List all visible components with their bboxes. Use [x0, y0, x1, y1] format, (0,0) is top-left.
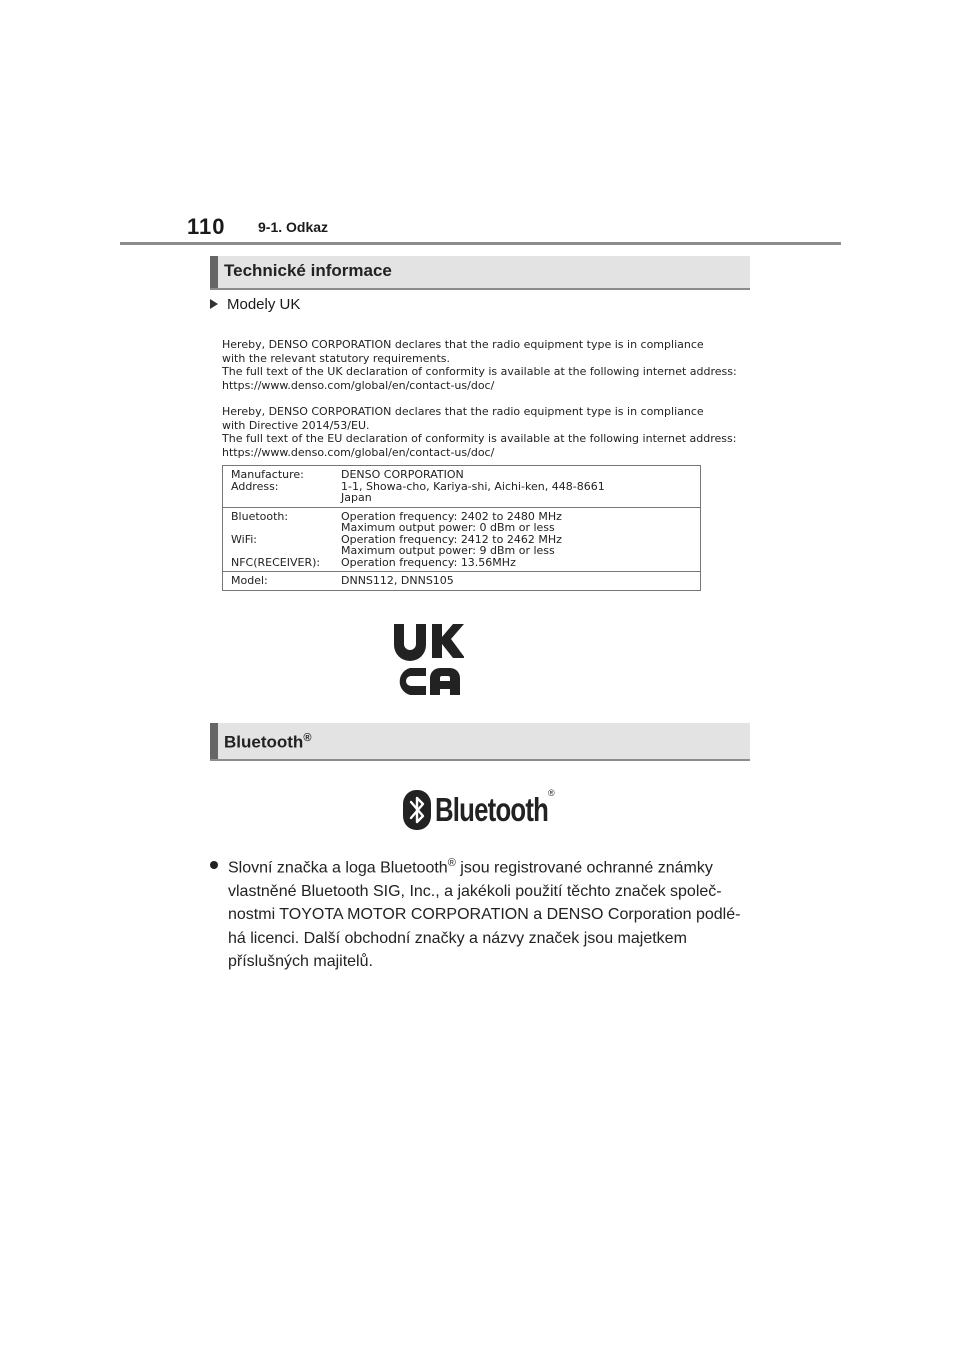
bullet-dot-icon	[210, 861, 218, 869]
section-title-text: Bluetooth	[224, 732, 304, 752]
nfc-label: NFC(RECEIVER):	[231, 555, 321, 569]
subsection-label	[210, 296, 300, 313]
declaration-url: https://www.denso.com/global/en/contact-us/doc/	[222, 378, 495, 392]
declaration-line: with Directive 2014/53/EU.	[222, 418, 370, 432]
subsection-text: Modely UK	[227, 296, 301, 313]
table-cell	[223, 572, 701, 591]
declaration-line: Hereby, DENSO CORPORATION declares that the radio equipment type is in compliance	[222, 405, 704, 418]
header-divider	[120, 242, 841, 245]
eu-declaration	[222, 405, 762, 459]
bluetooth-label: Bluetooth:	[231, 509, 289, 523]
registered-mark: ®	[303, 732, 312, 744]
address-value: 1-1, Showa-cho, Kariya-shi, Aichi-ken, 448-8661	[341, 479, 605, 493]
manufacturer-label: Manufacture:	[231, 468, 304, 481]
section-title	[224, 732, 311, 753]
bluetooth-power: Maximum output power: 0 dBm or less	[341, 521, 555, 534]
bluetooth-frequency: Operation frequency: 2402 to 2480 MHz	[341, 509, 562, 523]
declaration-line: The full text of the EU declaration of conformity is available at the following internet address:	[222, 432, 737, 445]
bluetooth-logo	[403, 788, 555, 835]
bluetooth-trademark-note	[210, 852, 755, 974]
model-label: Model:	[231, 574, 268, 587]
address-country: Japan	[341, 491, 372, 504]
page-number: 110	[187, 214, 226, 239]
model-value: DNNS112, DNNS105	[341, 574, 454, 587]
nfc-frequency: Operation frequency: 13.56MHz	[341, 555, 516, 569]
section-heading-bluetooth	[210, 723, 750, 761]
table-cell	[223, 466, 701, 508]
declaration-line: The full text of the UK declaration of conformity is available at the following internet address:	[222, 365, 737, 378]
paragraph-line: příslušných majitelů.	[228, 953, 373, 971]
manufacturer-value: DENSO CORPORATION	[341, 468, 464, 481]
address-label: Address:	[231, 479, 279, 493]
wifi-power: Maximum output power: 9 dBm or less	[341, 544, 555, 557]
declaration-url: https://www.denso.com/global/en/contact-us/doc/	[222, 445, 495, 459]
paragraph-line: há licenci. Další obchodní značky a názvy značek jsou majetkem	[228, 929, 687, 947]
paragraph-line: nostmi TOYOTA MOTOR CORPORATION a DENSO Corporation podlé-	[228, 906, 741, 924]
paragraph-text: Slovní značka a loga Bluetooth	[228, 859, 448, 877]
section-reference: 9-1. Odkaz	[258, 219, 329, 235]
registered-mark: ®	[447, 857, 456, 869]
declaration-line: Hereby, DENSO CORPORATION declares that the radio equipment type is in compliance	[222, 338, 704, 351]
table-row	[223, 466, 701, 508]
triangle-bullet-icon	[210, 299, 218, 309]
ukca-logo-graphic	[392, 622, 464, 696]
section-title: Technické informace	[224, 261, 392, 280]
paragraph-text: jsou registrované ochranné známky	[455, 859, 713, 877]
heading-accent-bar	[210, 723, 218, 759]
paragraph-line: vlastněné Bluetooth SIG, Inc., a jakékoli použití těchto značek společ-	[228, 882, 722, 900]
paragraph-line	[210, 852, 755, 880]
table-row	[223, 507, 701, 572]
bluetooth-wordmark: Bluetooth	[435, 791, 549, 828]
heading-accent-bar	[210, 256, 218, 288]
bluetooth-rune-icon	[403, 790, 431, 830]
spec-table	[222, 465, 701, 591]
table-row	[223, 572, 701, 591]
ukca-mark-icon	[392, 622, 464, 701]
declaration-line: with the relevant statutory requirements.	[222, 351, 451, 365]
wifi-frequency: Operation frequency: 2412 to 2462 MHz	[341, 532, 562, 546]
section-heading-technical	[210, 256, 750, 290]
registered-mark: ®	[548, 788, 555, 798]
uk-declaration	[222, 338, 762, 392]
wifi-label: WiFi:	[231, 532, 257, 546]
table-cell	[223, 507, 701, 572]
